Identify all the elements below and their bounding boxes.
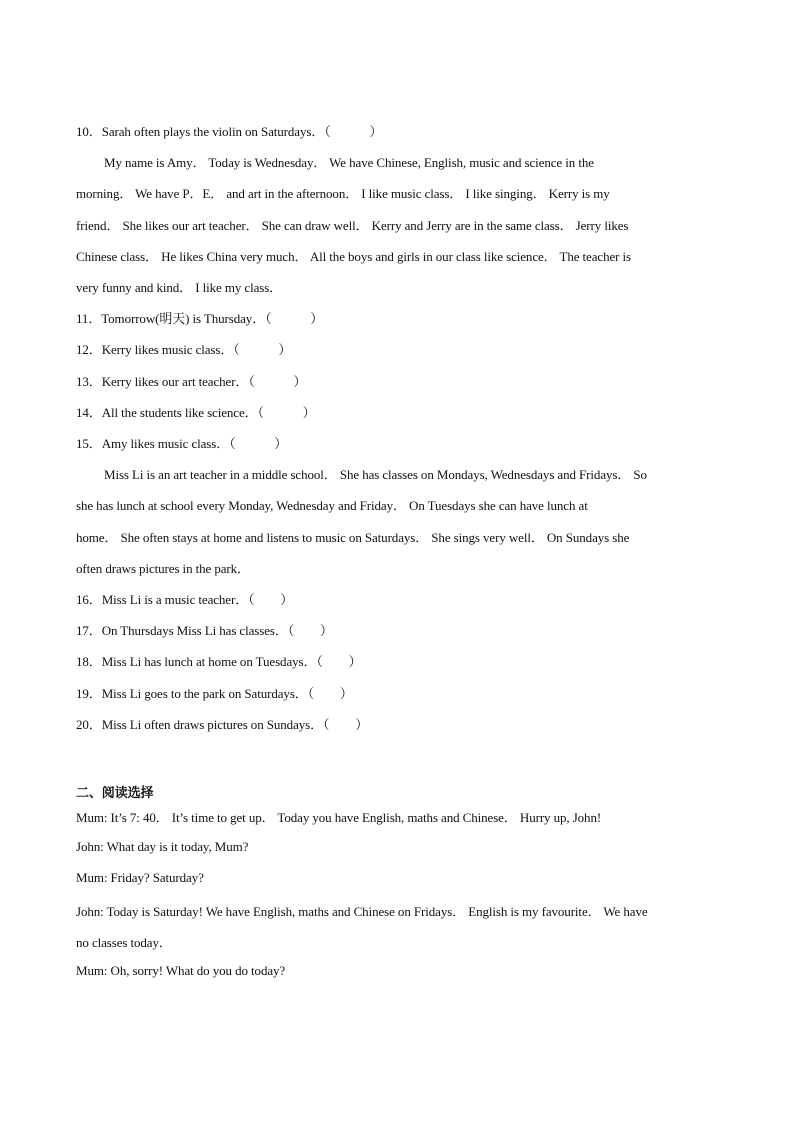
dialogue-line: no classes today．	[76, 935, 172, 950]
passage-1-line: morning． We have P．E． and art in the afternoon． I like music class． I like singing． Kerry is my	[76, 186, 610, 201]
passage-1-line: Chinese class． He likes China very much． All the boys and girls in our class like science． The teacher is	[76, 249, 631, 264]
question-11: 11．Tomorrow(明天) is Thursday．（ ）	[76, 311, 324, 326]
passage-2-line: often draws pictures in the park．	[76, 561, 250, 576]
question-15: 15．Amy likes music class．（ ）	[76, 436, 288, 451]
passage-2-line: she has lunch at school every Monday, Wednesday and Friday． On Tuesdays she can have lunch at	[76, 498, 588, 513]
dialogue-line: John: What day is it today, Mum?	[76, 839, 249, 854]
question-18: 18．Miss Li has lunch at home on Tuesdays．（ ）	[76, 654, 362, 669]
passage-1-line: friend． She likes our art teacher． She can draw well． Kerry and Jerry are in the same class． Jerry likes	[76, 218, 629, 233]
question-13: 13．Kerry likes our art teacher．（ ）	[76, 374, 307, 389]
dialogue-line: Mum: Oh, sorry! What do you do today?	[76, 963, 286, 978]
question-20: 20．Miss Li often draws pictures on Sundays．（ ）	[76, 717, 369, 732]
question-17: 17．On Thursdays Miss Li has classes．（ ）	[76, 623, 333, 638]
section-title: 二、阅读选择	[76, 786, 154, 801]
dialogue-line: John: Today is Saturday! We have English, maths and Chinese on Fridays． English is my favourite． We have	[76, 904, 648, 919]
question-16: 16．Miss Li is a music teacher．（ ）	[76, 592, 294, 607]
passage-2-line: home． She often stays at home and listens to music on Saturdays． She sings very well． On Sundays she	[76, 530, 630, 545]
passage-1-line: very funny and kind． I like my class．	[76, 280, 283, 295]
dialogue-line: Mum: Friday? Saturday?	[76, 870, 204, 885]
question-14: 14．All the students like science．（ ）	[76, 405, 316, 420]
question-10: 10．Sarah often plays the violin on Saturdays．（ ）	[76, 124, 383, 139]
passage-1-line: My name is Amy． Today is Wednesday． We have Chinese, English, music and science in the	[104, 155, 594, 170]
passage-2-line: Miss Li is an art teacher in a middle school． She has classes on Mondays, Wednesdays and Fridays． So	[104, 467, 647, 482]
question-12: 12．Kerry likes music class．（ ）	[76, 342, 292, 357]
question-19: 19．Miss Li goes to the park on Saturdays．（ ）	[76, 686, 353, 701]
dialogue-line: Mum: It’s 7: 40． It’s time to get up． Today you have English, maths and Chinese． Hurry up, John!	[76, 810, 602, 825]
